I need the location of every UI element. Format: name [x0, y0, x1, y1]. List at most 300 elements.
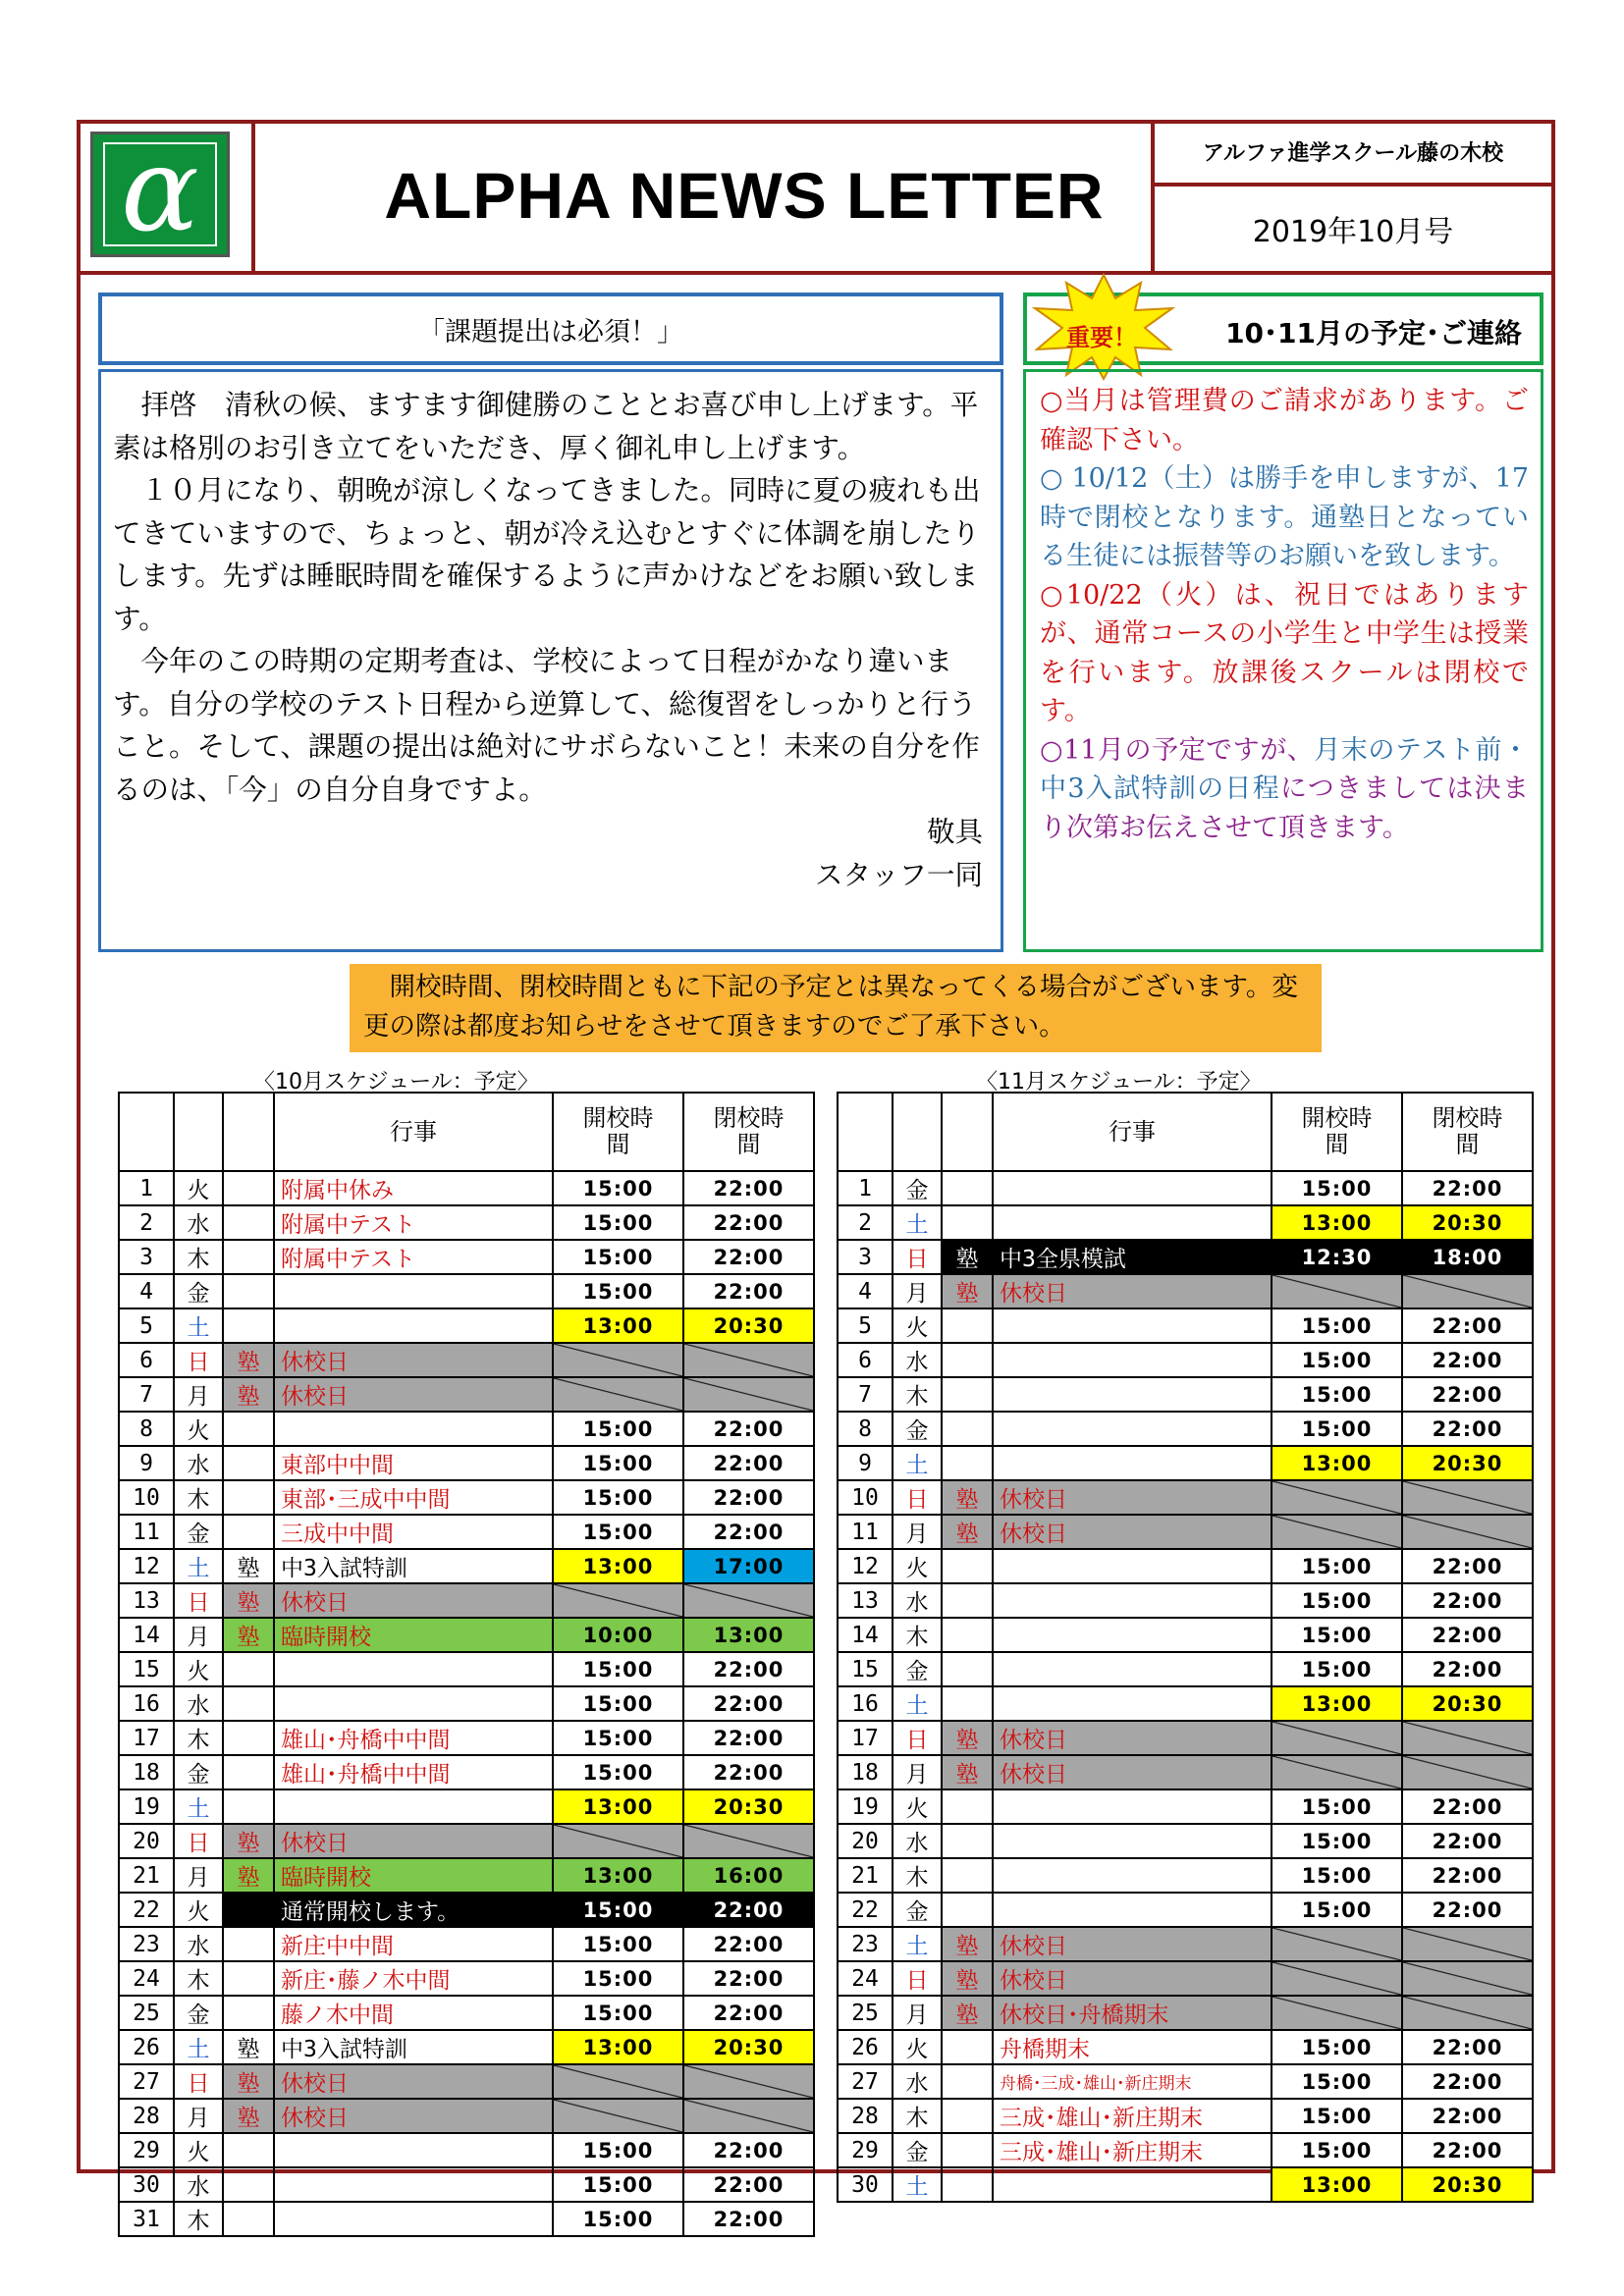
- schedule-row: [838, 2133, 1533, 2167]
- schedule-row: [119, 1377, 814, 1412]
- event-cell: 中3入試特訓: [274, 2030, 553, 2064]
- event-cell: [993, 1377, 1272, 1412]
- juku-cell: [942, 2030, 993, 2064]
- day-cell: 11: [838, 1515, 893, 1549]
- close-time-cell: 22:00: [683, 1515, 814, 1549]
- juku-cell: 塾: [223, 2064, 274, 2099]
- event-cell: 三成･雄山･新庄期末: [993, 2133, 1272, 2167]
- day-cell: 3: [838, 1240, 893, 1274]
- open-time-cell: [553, 1583, 683, 1618]
- close-time-cell: 22:00: [1402, 1412, 1533, 1446]
- open-time-cell: 15:00: [553, 1927, 683, 1961]
- schedule-row: [119, 1240, 814, 1274]
- juku-cell: [942, 1343, 993, 1377]
- open-time-cell: 13:00: [1272, 1205, 1402, 1240]
- open-time-cell: [1272, 1515, 1402, 1549]
- day-cell: 3: [119, 1240, 174, 1274]
- juku-cell: [223, 1961, 274, 1996]
- event-cell: 臨時開校: [274, 1618, 553, 1652]
- article-paragraph: １０月になり、朝晩が涼しくなってきました。同時に夏の疲れも出てきていますので、ちょっと、朝が冷え込むとすぐに体調を崩したりします。先ずは睡眠時間を確保するように声かけなどをお願い致します。: [113, 474, 981, 635]
- open-time-cell: 13:00: [553, 1789, 683, 1824]
- weekday-cell: 月: [174, 1377, 223, 1412]
- day-cell: 12: [119, 1549, 174, 1583]
- day-cell: 13: [838, 1583, 893, 1618]
- weekday-cell: 日: [174, 2064, 223, 2099]
- open-time-cell: 15:00: [553, 2167, 683, 2202]
- close-time-cell: 20:30: [1402, 1686, 1533, 1721]
- event-cell: [274, 1274, 553, 1308]
- open-time-cell: 15:00: [1272, 2133, 1402, 2167]
- open-time-cell: 13:00: [1272, 1446, 1402, 1480]
- weekday-cell: 金: [174, 1996, 223, 2030]
- juku-cell: [223, 2202, 274, 2236]
- open-time-cell: [1272, 1996, 1402, 2030]
- open-time-cell: 15:00: [1272, 1789, 1402, 1824]
- open-time-cell: 15:00: [553, 1721, 683, 1755]
- open-time-cell: 15:00: [1272, 2064, 1402, 2099]
- event-cell: [993, 1824, 1272, 1858]
- close-time-cell: 22:00: [1402, 1824, 1533, 1858]
- event-cell: 休校日: [274, 2099, 553, 2133]
- close-time-cell: 22:00: [1402, 1171, 1533, 1205]
- day-cell: 12: [838, 1549, 893, 1583]
- open-time-cell: 15:00: [553, 1996, 683, 2030]
- open-time-cell: 15:00: [1272, 1171, 1402, 1205]
- juku-cell: [223, 1515, 274, 1549]
- weekday-cell: 月: [893, 1996, 942, 2030]
- event-cell: 休校日: [274, 1377, 553, 1412]
- juku-cell: [223, 1893, 274, 1927]
- day-cell: 10: [119, 1480, 174, 1515]
- open-time-cell: 15:00: [1272, 1618, 1402, 1652]
- juku-cell: [223, 1480, 274, 1515]
- weekday-cell: 日: [893, 1721, 942, 1755]
- open-time-cell: [1272, 1961, 1402, 1996]
- open-time-cell: 15:00: [1272, 1583, 1402, 1618]
- day-cell: 4: [119, 1274, 174, 1308]
- day-cell: 30: [838, 2167, 893, 2202]
- day-cell: 14: [119, 1618, 174, 1652]
- close-time-cell: [683, 1343, 814, 1377]
- day-cell: 22: [838, 1893, 893, 1927]
- open-time-cell: 15:00: [1272, 1824, 1402, 1858]
- day-cell: 1: [838, 1171, 893, 1205]
- event-cell: 舟橋期末: [993, 2030, 1272, 2064]
- weekday-cell: 火: [893, 1789, 942, 1824]
- weekday-cell: 月: [174, 2099, 223, 2133]
- day-cell: 21: [838, 1858, 893, 1893]
- open-time-cell: 15:00: [553, 1515, 683, 1549]
- weekday-cell: 水: [174, 1686, 223, 1721]
- event-cell: [993, 1652, 1272, 1686]
- weekday-cell: 金: [893, 1652, 942, 1686]
- day-cell: 18: [838, 1755, 893, 1789]
- open-time-cell: [1272, 1927, 1402, 1961]
- event-cell: [993, 1446, 1272, 1480]
- schedule-row: [838, 1824, 1533, 1858]
- close-time-cell: [683, 2099, 814, 2133]
- schedule-row: [119, 1446, 814, 1480]
- event-cell: 休校日: [993, 1515, 1272, 1549]
- open-time-header: 開校時間: [1272, 1093, 1402, 1171]
- close-time-cell: 22:00: [1402, 1308, 1533, 1343]
- event-cell: 臨時開校: [274, 1858, 553, 1893]
- schedule-row: [838, 1446, 1533, 1480]
- weekday-cell: 火: [174, 1171, 223, 1205]
- newsletter-title: ALPHA NEWS LETTER: [384, 159, 1105, 232]
- close-time-cell: 22:00: [683, 2167, 814, 2202]
- weekday-cell: 月: [174, 1858, 223, 1893]
- schedule-row: [119, 1652, 814, 1686]
- weekday-cell: 土: [893, 1686, 942, 1721]
- weekday-cell: 火: [174, 2133, 223, 2167]
- juku-cell: [942, 1171, 993, 1205]
- close-time-cell: 22:00: [683, 1412, 814, 1446]
- event-cell: [274, 2133, 553, 2167]
- close-time-cell: 13:00: [683, 1618, 814, 1652]
- event-cell: [993, 1583, 1272, 1618]
- day-cell: 25: [838, 1996, 893, 2030]
- day-cell: 15: [838, 1652, 893, 1686]
- event-cell: 休校日: [274, 1824, 553, 1858]
- schedule-row: [119, 2133, 814, 2167]
- open-time-cell: [1272, 1480, 1402, 1515]
- day-cell: 19: [838, 1789, 893, 1824]
- event-cell: [274, 2202, 553, 2236]
- weekday-cell: 金: [893, 2133, 942, 2167]
- juku-cell: [223, 1927, 274, 1961]
- day-cell: 7: [119, 1377, 174, 1412]
- close-time-cell: 22:00: [683, 1652, 814, 1686]
- close-time-cell: 22:00: [1402, 1377, 1533, 1412]
- day-cell: 25: [119, 1996, 174, 2030]
- day-cell: 13: [119, 1583, 174, 1618]
- day-cell: 8: [838, 1412, 893, 1446]
- juku-cell: [942, 1618, 993, 1652]
- notice-item: ○ 10/12（土）は勝手を申しますが、17時で閉校となります。通塾日となっている生徒には振替等のお願いを致します。: [1040, 463, 1529, 571]
- open-time-cell: 15:00: [553, 1205, 683, 1240]
- juku-cell: [942, 1824, 993, 1858]
- weekday-cell: 月: [893, 1515, 942, 1549]
- juku-cell: 塾: [942, 1721, 993, 1755]
- schedule-row: [119, 1583, 814, 1618]
- weekday-cell: 金: [174, 1515, 223, 1549]
- signature: スタッフ一同: [814, 858, 983, 891]
- juku-cell: 塾: [223, 1583, 274, 1618]
- weekday-cell: 日: [174, 1824, 223, 1858]
- weekday-cell: 木: [174, 1961, 223, 1996]
- schedule-row: [119, 1755, 814, 1789]
- open-time-cell: 15:00: [553, 2202, 683, 2236]
- day-cell: 7: [838, 1377, 893, 1412]
- close-time-cell: 16:00: [683, 1858, 814, 1893]
- close-time-cell: 22:00: [683, 1171, 814, 1205]
- weekday-cell: 金: [174, 1274, 223, 1308]
- school-name: アルファ進学スクール藤の木校: [1151, 120, 1551, 187]
- schedule-row: [838, 1721, 1533, 1755]
- close-time-cell: 17:00: [683, 1549, 814, 1583]
- close-time-cell: [1402, 1927, 1533, 1961]
- day-cell: 26: [838, 2030, 893, 2064]
- schedule-row: [838, 1927, 1533, 1961]
- day-cell: 27: [838, 2064, 893, 2099]
- schedule-row: [838, 1412, 1533, 1446]
- juku-cell: [942, 1412, 993, 1446]
- event-cell: 休校日: [274, 2064, 553, 2099]
- close-time-cell: 22:00: [1402, 2030, 1533, 2064]
- juku-cell: 塾: [223, 1377, 274, 1412]
- weekday-cell: 金: [174, 1755, 223, 1789]
- open-time-cell: 15:00: [553, 2133, 683, 2167]
- close-time-cell: 22:00: [683, 1480, 814, 1515]
- day-cell: 14: [838, 1618, 893, 1652]
- day-cell: 8: [119, 1412, 174, 1446]
- schedule-row: [838, 2030, 1533, 2064]
- juku-cell: [223, 1789, 274, 1824]
- day-cell: 6: [838, 1343, 893, 1377]
- weekday-cell: 土: [893, 1205, 942, 1240]
- schedule-row: [119, 1858, 814, 1893]
- day-cell: 29: [119, 2133, 174, 2167]
- schedule-row: [838, 2167, 1533, 2202]
- weekday-cell: 日: [893, 1240, 942, 1274]
- close-time-cell: [683, 1583, 814, 1618]
- juku-cell: [223, 1446, 274, 1480]
- weekday-cell: 土: [174, 1789, 223, 1824]
- juku-cell: 塾: [223, 1618, 274, 1652]
- weekday-cell: 木: [174, 1240, 223, 1274]
- juku-cell: [942, 1858, 993, 1893]
- november-schedule-table: [837, 1092, 1534, 2203]
- schedule-row: [119, 1721, 814, 1755]
- open-time-cell: 15:00: [1272, 1549, 1402, 1583]
- notice-item: ○11月の予定ですが、月末のテスト前・中3入試特訓の日程につきましては決まり次第お伝えさせて頂きます。: [1040, 734, 1530, 843]
- weekday-cell: 木: [893, 1618, 942, 1652]
- november-caption: 〈11月スケジュール：予定〉: [976, 1070, 1262, 1095]
- weekday-cell: 水: [174, 1927, 223, 1961]
- juku-cell: 塾: [942, 1480, 993, 1515]
- juku-cell: 塾: [942, 1515, 993, 1549]
- close-time-cell: 20:30: [683, 1308, 814, 1343]
- weekday-cell: 土: [893, 1927, 942, 1961]
- juku-cell: 塾: [223, 1858, 274, 1893]
- event-cell: [993, 1412, 1272, 1446]
- close-time-cell: 22:00: [1402, 1618, 1533, 1652]
- day-cell: 16: [838, 1686, 893, 1721]
- close-time-cell: [683, 1377, 814, 1412]
- open-time-cell: 15:00: [1272, 1893, 1402, 1927]
- schedule-row: [838, 1343, 1533, 1377]
- event-cell: 休校日: [993, 1480, 1272, 1515]
- day-cell: 29: [838, 2133, 893, 2167]
- open-time-cell: [1272, 1721, 1402, 1755]
- juku-cell: 塾: [223, 2030, 274, 2064]
- day-cell: 20: [119, 1824, 174, 1858]
- juku-cell: 塾: [942, 1961, 993, 1996]
- close-time-cell: 22:00: [683, 1927, 814, 1961]
- open-time-cell: 15:00: [553, 1961, 683, 1996]
- juku-cell: [223, 1274, 274, 1308]
- header: [77, 120, 1555, 275]
- close-time-cell: 22:00: [1402, 1858, 1533, 1893]
- event-cell: 休校日: [274, 1583, 553, 1618]
- day-cell: 18: [119, 1755, 174, 1789]
- schedule-row: [838, 1274, 1533, 1308]
- juku-cell: 塾: [942, 1996, 993, 2030]
- close-time-cell: 22:00: [683, 2202, 814, 2236]
- schedule-row: [119, 1515, 814, 1549]
- day-cell: 11: [119, 1515, 174, 1549]
- close-time-cell: [1402, 1515, 1533, 1549]
- open-time-cell: 13:00: [1272, 1686, 1402, 1721]
- schedule-row: [119, 1927, 814, 1961]
- schedule-row: [838, 1308, 1533, 1343]
- day-cell: 28: [119, 2099, 174, 2133]
- day-cell: 1: [119, 1171, 174, 1205]
- event-cell: 舟橋･三成･雄山･新庄期末: [993, 2064, 1272, 2099]
- day-cell: 21: [119, 1858, 174, 1893]
- close-time-cell: 22:00: [1402, 1893, 1533, 1927]
- event-cell: 藤ノ木中間: [274, 1996, 553, 2030]
- open-time-header: 開校時間: [553, 1093, 683, 1171]
- open-time-cell: 15:00: [553, 1893, 683, 1927]
- day-cell: 23: [838, 1927, 893, 1961]
- open-time-cell: 13:00: [553, 2030, 683, 2064]
- weekday-cell: 日: [174, 1583, 223, 1618]
- day-cell: 6: [119, 1343, 174, 1377]
- weekday-cell: 月: [893, 1755, 942, 1789]
- open-time-cell: 15:00: [553, 1274, 683, 1308]
- weekday-cell: 土: [174, 1308, 223, 1343]
- day-cell: 9: [838, 1446, 893, 1480]
- weekday-cell: 火: [893, 1308, 942, 1343]
- close-time-cell: 22:00: [683, 1893, 814, 1927]
- article-heading: 「課題提出は必須！」: [98, 293, 1003, 365]
- day-cell: 4: [838, 1274, 893, 1308]
- schedule-row: [119, 1893, 814, 1927]
- schedule-row: [119, 1961, 814, 1996]
- juku-cell: [942, 1652, 993, 1686]
- event-cell: 休校日: [993, 1274, 1272, 1308]
- weekday-cell: 土: [174, 1549, 223, 1583]
- close-time-header: 閉校時間: [1402, 1093, 1533, 1171]
- open-time-cell: 15:00: [1272, 2099, 1402, 2133]
- event-cell: 休校日: [274, 1343, 553, 1377]
- close-time-cell: 22:00: [1402, 1549, 1533, 1583]
- juku-cell: [223, 1412, 274, 1446]
- open-time-cell: 13:00: [553, 1308, 683, 1343]
- day-cell: 2: [838, 1205, 893, 1240]
- close-time-cell: 22:00: [1402, 1343, 1533, 1377]
- event-cell: [274, 1412, 553, 1446]
- juku-cell: [942, 1446, 993, 1480]
- open-time-cell: [1272, 1755, 1402, 1789]
- schedule-row: [838, 1377, 1533, 1412]
- october-schedule-table: [118, 1092, 815, 2237]
- juku-cell: [942, 2099, 993, 2133]
- schedule-row: [119, 1480, 814, 1515]
- juku-cell: 塾: [942, 1755, 993, 1789]
- juku-cell: [942, 1893, 993, 1927]
- weekday-cell: 木: [174, 2202, 223, 2236]
- article-body: [98, 369, 1003, 952]
- schedule-row: [119, 2030, 814, 2064]
- open-time-cell: [553, 2064, 683, 2099]
- event-cell: 東部中中間: [274, 1446, 553, 1480]
- open-time-cell: [553, 1377, 683, 1412]
- close-time-cell: 22:00: [683, 1996, 814, 2030]
- event-cell: 附属中テスト: [274, 1205, 553, 1240]
- schedule-row: [838, 1205, 1533, 1240]
- logo-cell: [77, 120, 255, 271]
- weekday-cell: 金: [893, 1412, 942, 1446]
- weekday-cell: 月: [893, 1274, 942, 1308]
- close-time-cell: 22:00: [683, 1274, 814, 1308]
- event-cell: 三成･雄山･新庄期末: [993, 2099, 1272, 2133]
- juku-cell: [223, 1240, 274, 1274]
- close-time-cell: 20:30: [683, 2030, 814, 2064]
- juku-cell: 塾: [223, 1549, 274, 1583]
- day-cell: 26: [119, 2030, 174, 2064]
- day-cell: 22: [119, 1893, 174, 1927]
- close-time-cell: 22:00: [1402, 2099, 1533, 2133]
- juku-cell: 塾: [942, 1240, 993, 1274]
- close-time-cell: 22:00: [683, 1686, 814, 1721]
- open-time-cell: 15:00: [553, 1446, 683, 1480]
- event-cell: [993, 1789, 1272, 1824]
- weekday-cell: 火: [893, 1549, 942, 1583]
- close-time-cell: 20:30: [683, 1789, 814, 1824]
- open-time-cell: 15:00: [553, 1412, 683, 1446]
- schedule-row: [119, 1205, 814, 1240]
- juku-cell: [942, 2133, 993, 2167]
- event-cell: 新庄中中間: [274, 1927, 553, 1961]
- weekday-cell: 火: [174, 1652, 223, 1686]
- weekday-cell: 水: [174, 1205, 223, 1240]
- schedule-row: [119, 1686, 814, 1721]
- day-cell: 28: [838, 2099, 893, 2133]
- schedule-row: [838, 1618, 1533, 1652]
- closing: 敬具: [926, 816, 983, 848]
- weekday-cell: 金: [893, 1893, 942, 1927]
- event-cell: 中3入試特訓: [274, 1549, 553, 1583]
- close-time-cell: [1402, 1996, 1533, 2030]
- juku-cell: [942, 2167, 993, 2202]
- event-cell: 雄山･舟橋中中間: [274, 1755, 553, 1789]
- close-time-cell: 22:00: [683, 1240, 814, 1274]
- weekday-cell: 土: [174, 2030, 223, 2064]
- schedule-row: [838, 2064, 1533, 2099]
- day-cell: 16: [119, 1686, 174, 1721]
- event-cell: [274, 1308, 553, 1343]
- schedule-row: [119, 1824, 814, 1858]
- open-time-cell: 10:00: [553, 1618, 683, 1652]
- schedule-row: [119, 1996, 814, 2030]
- day-cell: 31: [119, 2202, 174, 2236]
- notice-body: [1023, 369, 1543, 952]
- weekday-cell: 日: [893, 1480, 942, 1515]
- event-cell: 休校日･舟橋期末: [993, 1996, 1272, 2030]
- day-cell: 27: [119, 2064, 174, 2099]
- schedule-row: [838, 1480, 1533, 1515]
- notice-heading: 10･11月の予定･ご連絡: [1225, 317, 1522, 349]
- event-cell: [993, 1618, 1272, 1652]
- juku-cell: [942, 1686, 993, 1721]
- schedule-row: [838, 1755, 1533, 1789]
- article-paragraph: 拝啓 清秋の候、ますます御健勝のこととお喜び申し上げます。平素は格別のお引き立てをいただき、厚く御礼申し上げます。: [113, 389, 979, 464]
- schedule-row: [119, 1171, 814, 1205]
- juku-cell: [223, 1652, 274, 1686]
